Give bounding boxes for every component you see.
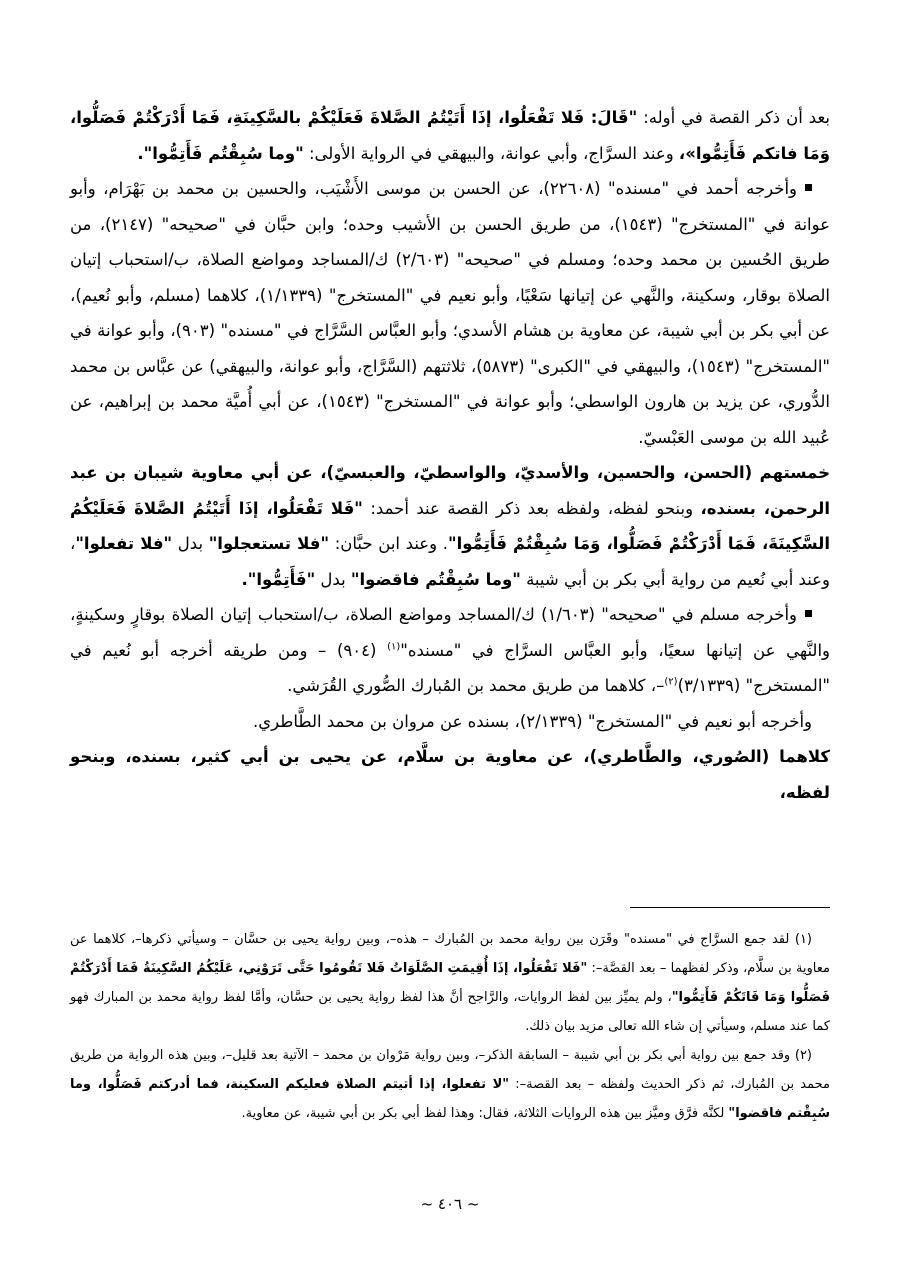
footnotes: [70, 925, 830, 1128]
document-page: [70, 100, 830, 1230]
paragraph-3: خمستهم (الحسن، والحسين، والأسديّ، والواسطيّ، والعبسيّ)، عن أبي معاوية شيبان بن عبد الرحمن، بسنده، وبنحو لفظه، ولفظه بعد ذكر القصة عند أحمد: "فَلا تَفْعَلُوا، إذَا أَتَيْتُمُ الصَّلاةَ فَعَلَيْكُمُ السَّكِينَةَ، فَمَا أَدْرَكْتُمْ فَصَلُّوا، وَمَا سُبِقْتُمْ فَأَتِمُّوا". وعند ابن حبَّان: "فلا تستعجلوا" بدل "فلا تفعلوا"، وعند أبي نُعيم من رواية أبي بكر بن أبي شيبة "وما سُبِقْتُم فاقضوا" بدل "فَأَتِمُّوا".: [70, 463, 831, 589]
paragraph-4: وأخرجه مسلم في "صحيحه" (١/٦٠٣) ك/المساجد ومواضع الصلاة، ب/استحباب إتيان الصلاة بوقارٍ وسكينةٍ، والنَّهي عن إتيانها سعيًا، وأبو العبَّاس السرَّاج في "مسنده"$^{(١)}$ (٩٠٤) – ومن طريقه أخرجه أبو نُعيم في "المستخرج" (٣/١٣٣٩)$^{(٢)}$–، كلاهما من طريق محمد بن المُبارك الصُّوري القُرَشي.: [70, 605, 831, 695]
bullet-square-icon: [805, 184, 812, 191]
main-text: [70, 100, 830, 810]
footnote-2: (٢) وقد جمع بين رواية أبي بكر بن أبي شيبة – السابقة الذكر–، وبين رواية مَرْوان بن محمد – الآتية بعد قليل–، وبين هذه الرواية من طريق محمد بن المُبارك، ثم ذكر الحديث ولفظه – بعد القصة–: "لا تفعلوا، إذا أتيتم الصلاة فعليكم السكينة، فما أدركتم فَصَلُّوا، وما سُبِقْتم فاقضوا" لكنَّه فرَّق وميَّز بين هذه الروايات الثلاثة، فقال: وهذا لفظ أبي بكر بن أبي شيبة، عن معاوية.: [70, 1048, 830, 1121]
footnote-separator: [630, 907, 830, 908]
page-number: ~ ٤٠٦ ~: [420, 1195, 480, 1213]
paragraph-1: بعد أن ذكر القصة في أوله: "قَالَ: فَلا تَفْعَلُوا، إذَا أَتَيْتُمُ الصَّلاةَ فَعَلَيْكُمْ بالسَّكِينَةِ، فَمَا أَدْرَكْتُمْ فَصَلُّوا، وَمَا فاتكم فَأَتِمُّوا»، وعند السرَّاج، وأبي عوانة، والبيهقي في الرواية الأولى: "وما سُبِقْتُم فَأَتِمُّوا".: [70, 108, 831, 163]
paragraph-5: وأخرجه أبو نعيم في "المستخرج" (٢/١٣٣٩)، بسنده عن مروان بن محمد الطَّاطري.: [253, 711, 812, 731]
paragraph-6: كلاهما (الصُوري، والطَّاطري)، عن معاوية بن سلَّام، عن يحيى بن أبي كثير، بسنده، وبنحو لفظه،: [70, 747, 830, 802]
footnote-1: (١) لقد جمع السرَّاج في "مسنده" وقَرَن بين رواية محمد بن المُبارك – هذه–، وبين رواية يحيى بن حسَّان – وسيأتي ذكرها–، كلاهما عن معاوية بن سلَّام، وذكر لفظهما – بعد القصَّة–: "فَلا تَفْعَلُوا، إذَا أُقِيمَتِ الصَّلَوَاتُ فَلا تَقُومُوا حَتَّى تَرَوْنِي، عَلَيْكُمُ السَّكِينَةُ فَمَا أَدْرَكْتُمْ فَصَلُّوا وَمَا فَاتَكُمْ فَأَتِمُّوا"، ولم يميِّز بين لفظ الروايات، والرَّاجح أنَّ هذا لفظ رواية يحيى بن حسَّان، وأمَّا لفظ رواية محمد بن المبارك فهو كما عند مسلم، وسيأتي إن شاء الله تعالى مزيد بيان ذلك.: [70, 932, 830, 1034]
footnote-ref-1[interactable]: (١): [387, 641, 401, 652]
quote-bold: "قَالَ: فَلا تَفْعَلُوا، إذَا أَتَيْتُمُ الصَّلاةَ فَعَلَيْكُمْ بالسَّكِينَةِ، فَمَا أَدْرَكْتُمْ فَصَلُّوا، وَمَا فاتكم فَأَتِمُّوا»،: [70, 108, 830, 163]
quote-bold: "وما سُبِقْتُم فَأَتِمُّوا".: [137, 143, 304, 163]
paragraph-2: وأخرجه أحمد في "مسنده" (٢٢٦٠٨)، عن الحسن بن موسى الأَشْيَب، والحسين بن محمد بن بَهْرَام، وأبو عوانة في "المستخرج" (١٥٤٣)، من طريق الحسن بن الأشيب وحده؛ وابن حبَّان في "صحيحه" (٢١٤٧)، من طريق الحُسين بن محمد وحده؛ ومسلم في "صحيحه" (٢/٦٠٣) ك/المساجد ومواضع الصلاة، ب/استحباب إتيان الصلاة بوقار، وسكينة، والنَّهي عن إتيانها سَعْيًا، وأبو نعيم في "المستخرج" (١/١٣٣٩)، كلاهما (مسلم، وأبو نُعيم)، عن أبي بكر بن أبي شيبة، عن معاوية بن هشام الأسدي؛ وأبو العبَّاس السَّرَّاج في "مسنده" (٩٠٣)، وأبو عوانة في "المستخرج" (١٥٤٣)، والبيهقي في "الكبرى" (٥٨٧٣)، ثلاثتهم (السَّرَّاج، وأبو عوانة، والبيهقي) عن عبَّاس بن محمد الدُّوري، عن يزيد بن هارون الواسطي؛ وأبو عوانة في "المستخرج" (١٥٤٣)، عن أبي أُميَّة محمد بن إبراهيم، عن عُبيد الله بن موسى العَبْسيّ.: [70, 179, 831, 447]
bullet-square-icon: [805, 610, 812, 617]
footnote-ref-2[interactable]: (٢): [664, 676, 678, 688]
